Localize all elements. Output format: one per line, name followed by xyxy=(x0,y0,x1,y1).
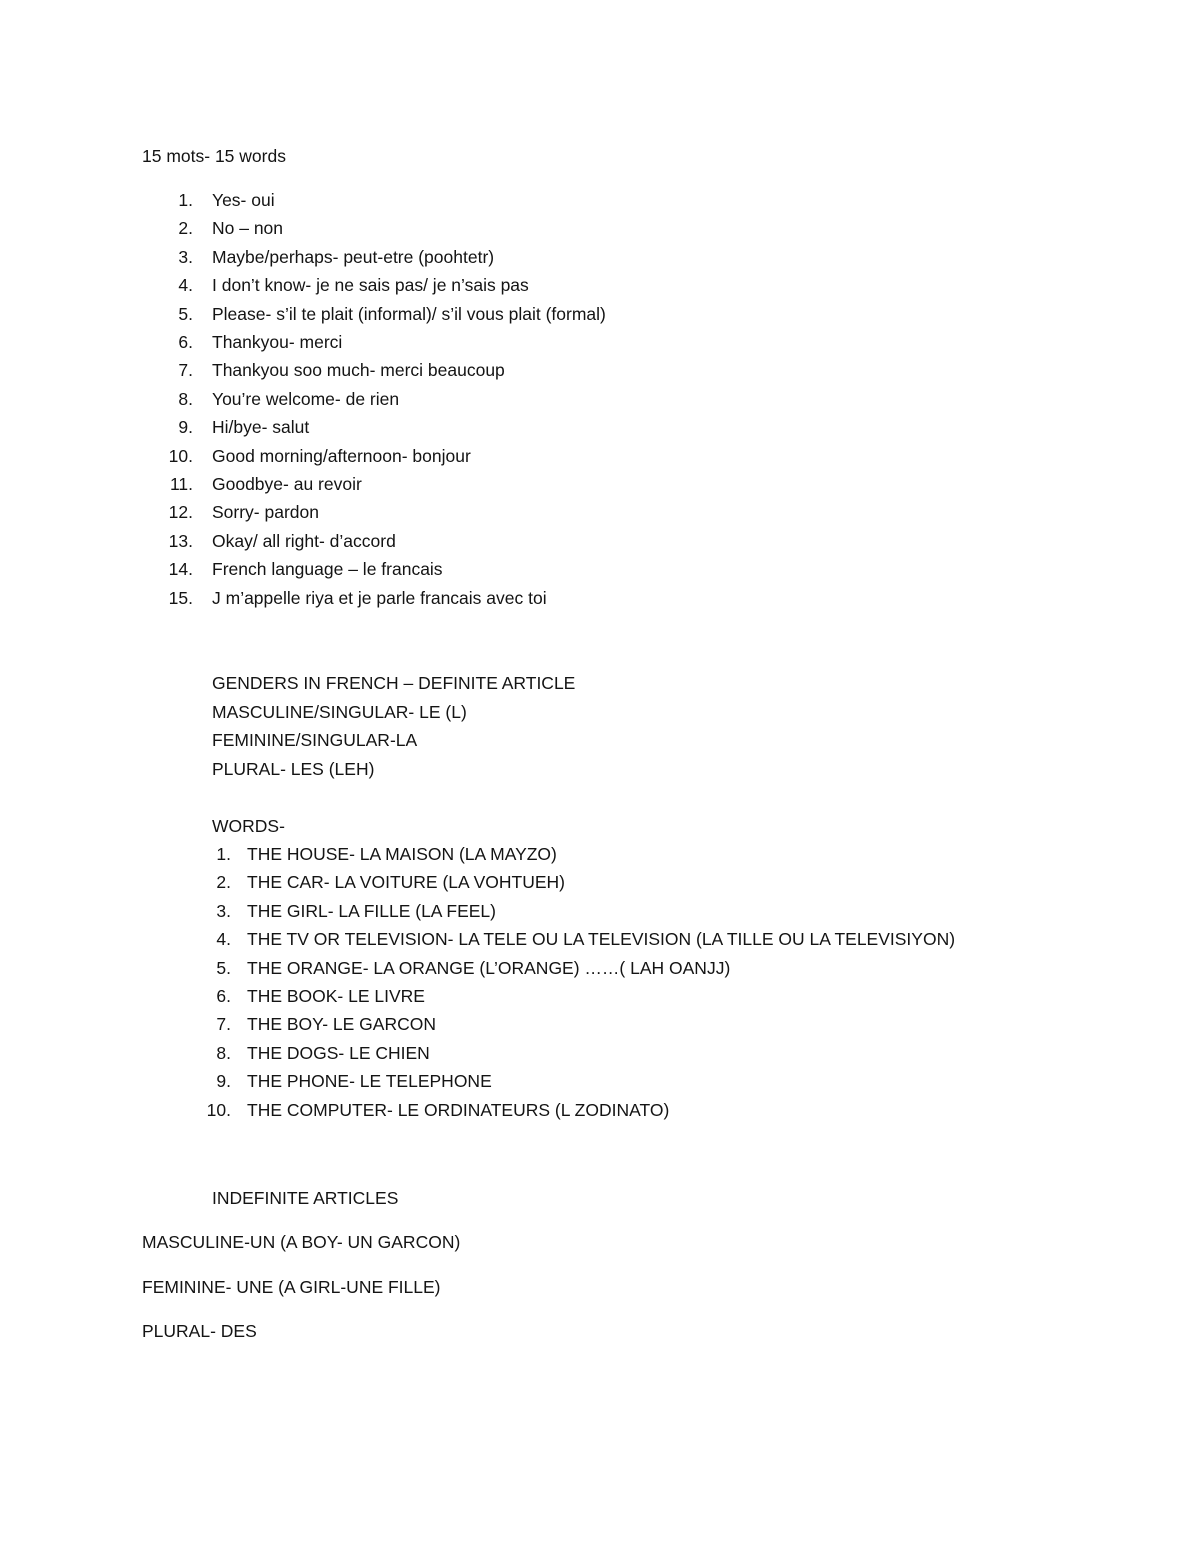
list-number: 11. xyxy=(169,474,193,494)
genders-masculine: MASCULINE/SINGULAR- LE (L) xyxy=(212,702,467,722)
genders-title: GENDERS IN FRENCH – DEFINITE ARTICLE xyxy=(212,673,576,693)
list-text: THE GIRL- LA FILLE (LA FEEL) xyxy=(247,900,496,921)
list-text: THE TV OR TELEVISION- LA TELE OU LA TELEVISION (LA TILLE OU LA TELEVISIYON) xyxy=(247,929,956,950)
list-number: 1. xyxy=(178,190,193,210)
list-text: THE BOY- LE GARCON xyxy=(247,1014,436,1035)
page-heading: 15 mots- 15 words xyxy=(142,146,286,166)
list-number: 10. xyxy=(168,445,193,466)
list-text: I don’t know- je ne sais pas/ je n’sais pas xyxy=(212,275,529,296)
list-text: Goodbye- au revoir xyxy=(212,474,362,494)
list-number: 5. xyxy=(178,303,193,324)
list-number: 6. xyxy=(216,986,231,1006)
list-text: Thankyou soo much- merci beaucoup xyxy=(212,360,505,381)
list-number: 2. xyxy=(178,218,193,239)
list-number: 3. xyxy=(216,900,231,921)
genders-plural: PLURAL- LES (LEH) xyxy=(212,759,375,779)
list-text: Good morning/afternoon- bonjour xyxy=(212,445,471,466)
list-number: 12. xyxy=(168,502,193,523)
genders-feminine: FEMININE/SINGULAR-LA xyxy=(212,730,418,750)
list-text: THE ORANGE- LA ORANGE (L’ORANGE) ……( LAH OANJJ) xyxy=(247,957,731,978)
list-text: J m’appelle riya et je parle francais avec toi xyxy=(212,587,547,608)
list-text: French language – le francais xyxy=(212,559,443,580)
list-number: 9. xyxy=(216,1071,231,1092)
words-label: WORDS- xyxy=(212,816,285,836)
list-text: THE PHONE- LE TELEPHONE xyxy=(247,1071,492,1092)
list-number: 3. xyxy=(178,246,193,267)
list-number: 9. xyxy=(178,417,193,438)
list-number: 13. xyxy=(168,530,193,551)
indefinite-feminine: FEMININE- UNE (A GIRL-UNE FILLE) xyxy=(142,1277,441,1297)
indefinite-title: INDEFINITE ARTICLES xyxy=(212,1188,399,1208)
list-text: Please- s’il te plait (informal)/ s’il vous plait (formal) xyxy=(212,303,606,324)
list-number: 1. xyxy=(216,844,231,864)
list-number: 14. xyxy=(168,559,193,580)
list-number: 8. xyxy=(216,1042,231,1063)
list-text: Okay/ all right- d’accord xyxy=(212,530,396,551)
list-number: 6. xyxy=(178,332,193,352)
list-text: THE HOUSE- LA MAISON (LA MAYZO) xyxy=(247,844,557,864)
list-number: 8. xyxy=(178,388,193,409)
list-number: 7. xyxy=(216,1014,231,1035)
list-number: 4. xyxy=(216,929,231,950)
list-text: Maybe/perhaps- peut-etre (poohtetr) xyxy=(212,246,495,267)
list-number: 7. xyxy=(178,360,193,381)
list-number: 4. xyxy=(178,275,193,296)
list-text: THE CAR- LA VOITURE (LA VOHTUEH) xyxy=(247,872,565,893)
indefinite-plural: PLURAL- DES xyxy=(142,1321,257,1341)
list-number: 2. xyxy=(216,872,231,893)
list-text: THE BOOK- LE LIVRE xyxy=(247,986,425,1006)
list-text: THE DOGS- LE CHIEN xyxy=(247,1042,430,1063)
list-number: 10. xyxy=(206,1099,231,1120)
indefinite-masculine: MASCULINE-UN (A BOY- UN GARCON) xyxy=(142,1232,461,1252)
list-text: Hi/bye- salut xyxy=(212,417,310,438)
list-number: 5. xyxy=(216,957,231,978)
list-text: Yes- oui xyxy=(212,190,275,210)
list-text: THE COMPUTER- LE ORDINATEURS (L ZODINATO) xyxy=(247,1099,670,1120)
list-text: Sorry- pardon xyxy=(212,502,319,523)
list-number: 15. xyxy=(168,587,193,608)
list-text: You’re welcome- de rien xyxy=(212,388,400,409)
list-text: No – non xyxy=(212,218,284,239)
list-text: Thankyou- merci xyxy=(212,332,343,352)
